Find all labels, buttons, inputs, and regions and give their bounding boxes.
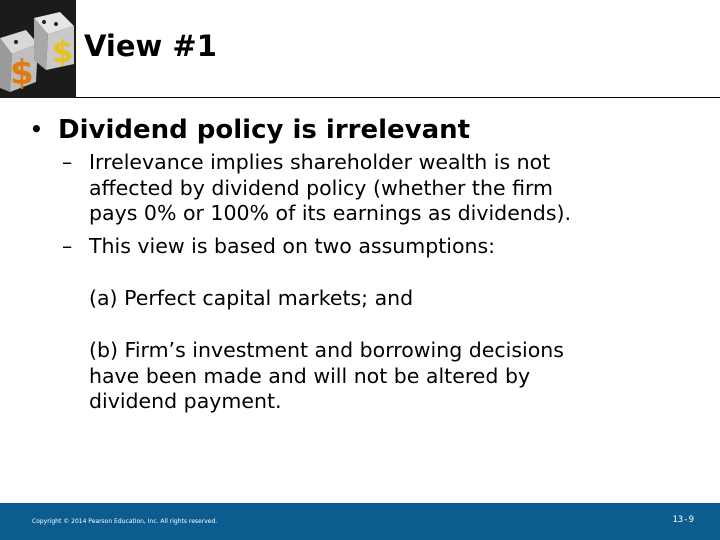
main-bullet xyxy=(30,112,470,147)
assumption-a xyxy=(89,286,413,312)
dash-marker: – xyxy=(62,150,73,174)
assumption-b xyxy=(89,338,564,415)
copyright-text: Copyright © 2014 Pearson Education, Inc. All rights reserved. xyxy=(32,518,218,525)
sub-bullet-line: pays 0% or 100% of its earnings as dividends). xyxy=(89,201,572,225)
sub-bullet-line: affected by dividend policy (whether the firm xyxy=(89,175,554,200)
dollar-sign-left: $ xyxy=(10,53,34,93)
sub-bullet-irrelevance xyxy=(62,150,571,227)
assumption-line: dividend payment. xyxy=(89,389,282,413)
page-number: 13-9 xyxy=(672,515,694,525)
assumption-line: (b) Firm’s investment and borrowing decisions xyxy=(89,338,564,362)
assumption-line: have been made and will not be altered by xyxy=(89,363,531,388)
sub-bullet-line: Irrelevance implies shareholder wealth is not xyxy=(89,150,551,174)
footer-bar xyxy=(0,503,720,540)
dash-marker: – xyxy=(62,234,73,258)
dice-dollar-image xyxy=(0,0,76,98)
sub-bullet-assumptions xyxy=(62,234,495,260)
title-divider xyxy=(76,97,720,98)
dollar-sign-right: $ xyxy=(52,35,73,70)
bullet-dot: • xyxy=(30,117,43,141)
assumption-line: (a) Perfect capital markets; and xyxy=(89,286,414,310)
slide-title: View #1 xyxy=(84,29,217,63)
sub-bullet-line: This view is based on two assumptions: xyxy=(89,234,496,258)
main-bullet-text: Dividend policy is irrelevant xyxy=(58,115,471,145)
